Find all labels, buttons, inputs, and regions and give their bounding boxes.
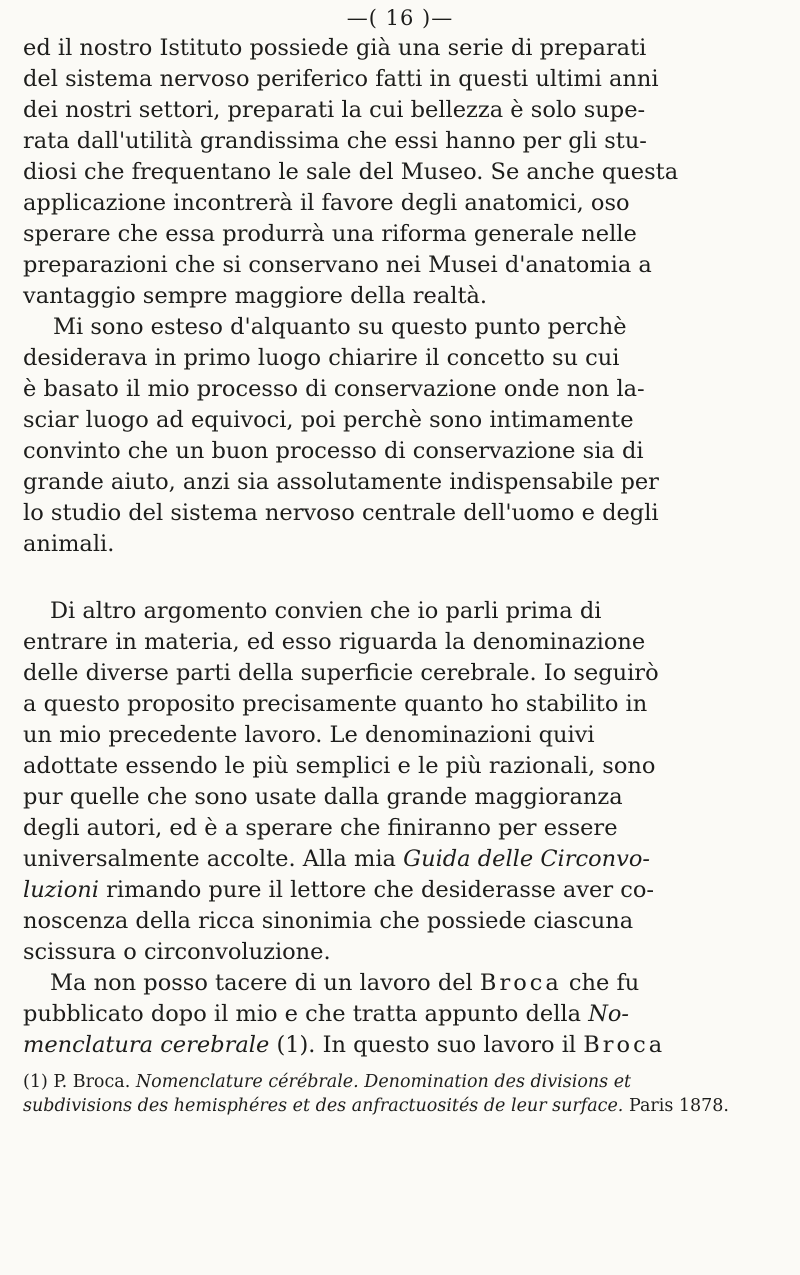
text-run: universalmente accolte. Alla mia	[23, 846, 396, 872]
text-line: convinto che un buon processo di conservazione sia di	[23, 438, 644, 464]
text-line: delle diverse parti della superficie cerebrale. Io seguirò	[23, 660, 659, 686]
paragraph-first-line: Mi sono esteso d'alquanto su questo punto perchè	[53, 314, 627, 340]
text-line	[23, 999, 629, 1029]
text-line: rata dall'utilità grandissima che essi hanno per gli stu-	[23, 128, 647, 154]
text-line: vantaggio sempre maggiore della realtà.	[23, 283, 488, 309]
author-name-spaced: Broca	[583, 1032, 666, 1058]
text-line: noscenza della ricca sinonimia che possiede ciascuna	[23, 908, 634, 934]
text-line: è basato il mio processo di conservazione onde non la-	[23, 376, 645, 402]
text-line: pur quelle che sono usate dalla grande maggioranza	[23, 784, 623, 810]
book-title-italic: menclatura cerebrale	[23, 1032, 270, 1058]
text-line	[23, 875, 654, 905]
book-title-italic: Guida delle Circonvo-	[403, 846, 650, 872]
text-line: animali.	[23, 531, 115, 557]
text-line: un mio precedente lavoro. Le denominazioni quivi	[23, 722, 595, 748]
text-run: pubblicato dopo il mio e che tratta appunto della	[23, 1001, 582, 1027]
text-line: dei nostri settori, preparati la cui bellezza è solo supe-	[23, 97, 646, 123]
text-line: grande aiuto, anzi sia assolutamente indispensabile per	[23, 469, 659, 495]
text-line: adottate essendo le più semplici e le più razionali, sono	[23, 753, 656, 779]
text-line: a questo proposito precisamente quanto ho stabilito in	[23, 691, 648, 717]
book-title-italic: No-	[588, 1001, 630, 1027]
footnote-place-date: Paris 1878.	[628, 1096, 729, 1116]
text-run: rimando pure il lettore che desiderasse aver co-	[106, 877, 655, 903]
text-line	[23, 844, 650, 874]
footnote-citation: (1) P. Broca.	[23, 1072, 131, 1092]
text-line: degli autori, ed è a sperare che finiranno per essere	[23, 815, 618, 841]
text-line: entrare in materia, ed esso riguarda la denominazione	[23, 629, 646, 655]
text-line: ed il nostro Istituto possiede già una serie di preparati	[23, 35, 647, 61]
author-name-spaced: Broca	[479, 970, 562, 996]
text-line: applicazione incontrerà il favore degli anatomici, oso	[23, 190, 630, 216]
paragraph-first-line: Di altro argomento convien che io parli prima di	[50, 598, 602, 624]
text-line: preparazioni che si conservano nei Musei d'anatomia a	[23, 252, 652, 278]
page-number: —( 16 )—	[346, 6, 454, 30]
book-title-italic: luzioni	[23, 877, 99, 903]
footnote-line	[23, 1094, 729, 1118]
footnote-title-italic: subdivisions des hemisphéres et des anfractuosités de leur surface.	[23, 1096, 624, 1116]
text-line: sciar luogo ad equivoci, poi perchè sono intimamente	[23, 407, 634, 433]
footnote-title-italic: Nomenclature cérébrale. Denomination des divisions et	[135, 1072, 632, 1092]
text-line: del sistema nervoso periferico fatti in questi ultimi anni	[23, 66, 659, 92]
text-line: desiderava in primo luogo chiarire il concetto su cui	[23, 345, 620, 371]
text-line	[23, 1030, 665, 1060]
text-run: che fu	[568, 970, 640, 996]
text-run: Ma non posso tacere di un lavoro del	[50, 970, 473, 996]
text-line: scissura o circonvoluzione.	[23, 939, 331, 965]
footnote-line	[23, 1070, 631, 1094]
text-line: diosi che frequentano le sale del Museo. Se anche questa	[23, 159, 679, 185]
text-line: lo studio del sistema nervoso centrale dell'uomo e degli	[23, 500, 659, 526]
text-line: sperare che essa produrrà una riforma generale nelle	[23, 221, 637, 247]
text-run: (1). In questo suo lavoro il	[276, 1032, 577, 1058]
paragraph-first-line	[50, 968, 639, 998]
